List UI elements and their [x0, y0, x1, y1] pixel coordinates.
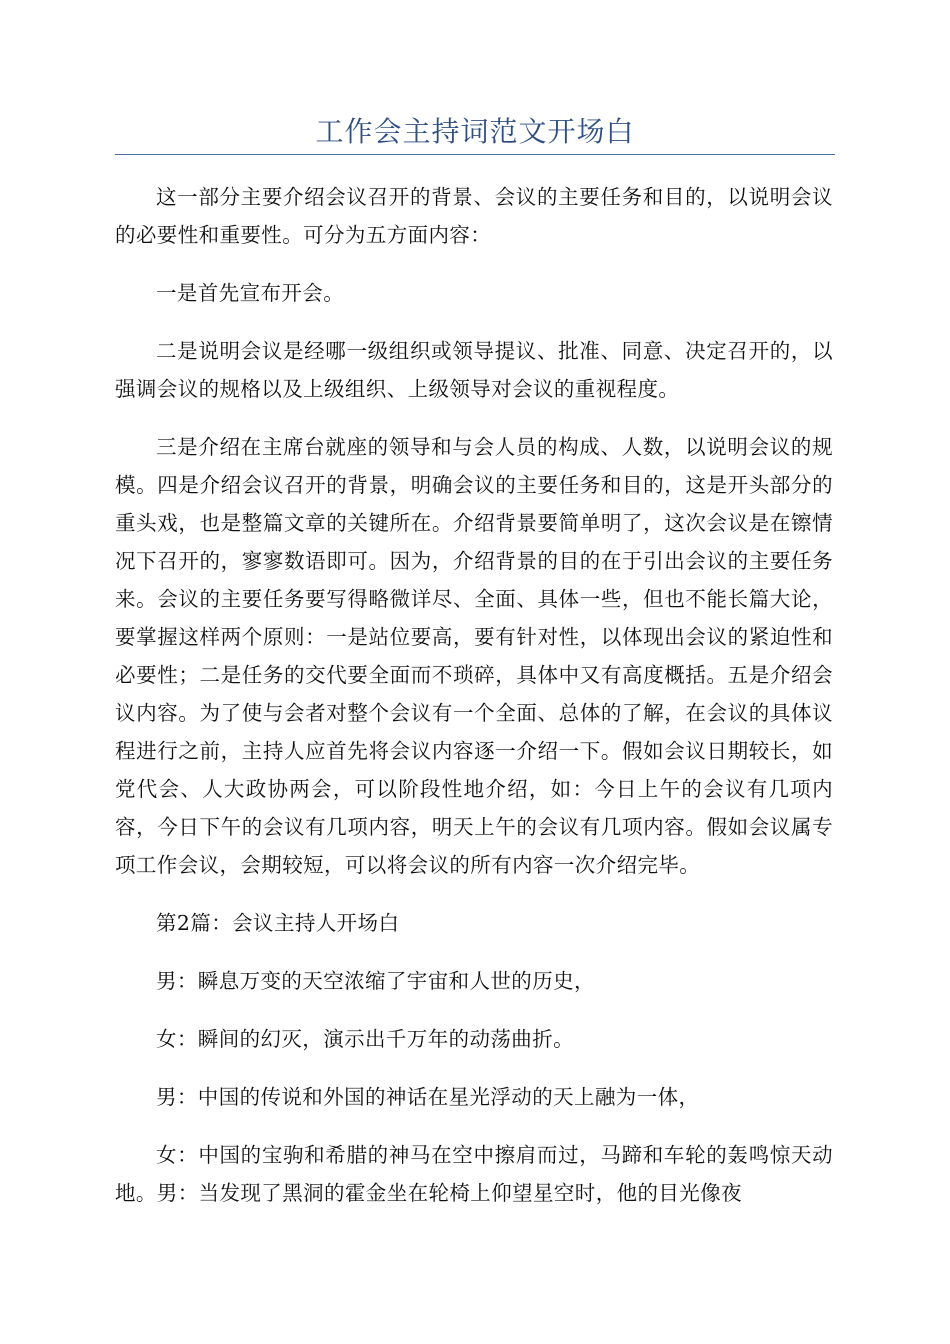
paragraph-dialogue-line: 男：瞬息万变的天空浓缩了宇宙和人世的历史， [156, 969, 595, 993]
paragraph-point-three-to-five: 三是介绍在主席台就座的领导和与会人员的构成、人数，以说明会议的规模。四是介绍会议召开的背景，明确会议的主要任务和目的，这是开头部分的重头戏，也是整篇文章的关键所在。介绍背景要简单明了，这次会议是在镲情况下召开的，寥寥数语即可。因为，介绍背景的目的在于引出会议的主要任务来。会议的主要任务要写得略微详尽、全面、具体一些，但也不能长篇大论，要掌握这样两个原则：一是站位要高，要有针对性，以体现出会议的紧迫性和必要性；二是任务的交代要全面而不琐碎，具体中又有高度概括。五是介绍会议内容。为了使与会者对整个会议有一个全面、总体的了解，在会议的具体议程进行之前，主持人应首先将会议内容逐一介绍一下。假如会议日期较长，如党代会、人大政协两会，可以阶段性地介绍，如：今日上午的会议有几项内容，今日下午的会议有几项内容，明天上午的会议有几项内容。假如会议属专项工作会议，会期较短，可以将会议的所有内容一次介绍完毕。 [115, 435, 833, 877]
title-underline [115, 154, 835, 155]
paragraph-dialogue-line: 男：中国的传说和外国的神话在星光浮动的天上融为一体， [156, 1085, 700, 1109]
paragraph-point-one: 一是首先宣布开会。 [156, 281, 345, 305]
paragraph-point-two: 二是说明会议是经哪一级组织或领导提议、批准、同意、决定召开的，以强调会议的规格以及上级组织、上级领导对会议的重视程度。 [115, 339, 833, 401]
document-title: 工作会主持词范文开场白 [315, 115, 635, 148]
paragraph-section-heading: 第2篇：会议主持人开场白 [156, 911, 400, 935]
paragraph-dialogue-line: 女：中国的宝驹和希腊的神马在空中擦肩而过，马蹄和车轮的轰鸣惊天动地。男：当发现了黑洞的霍金坐在轮椅上仰望星空时，他的目光像夜 [115, 1143, 833, 1205]
document-body [115, 178, 833, 1232]
paragraph-intro: 这一部分主要介绍会议召开的背景、会议的主要任务和目的，以说明会议的必要性和重要性。可分为五方面内容： [115, 185, 833, 247]
paragraph-dialogue-line: 女：瞬间的幻灭，演示出千万年的动荡曲折。 [156, 1027, 574, 1051]
